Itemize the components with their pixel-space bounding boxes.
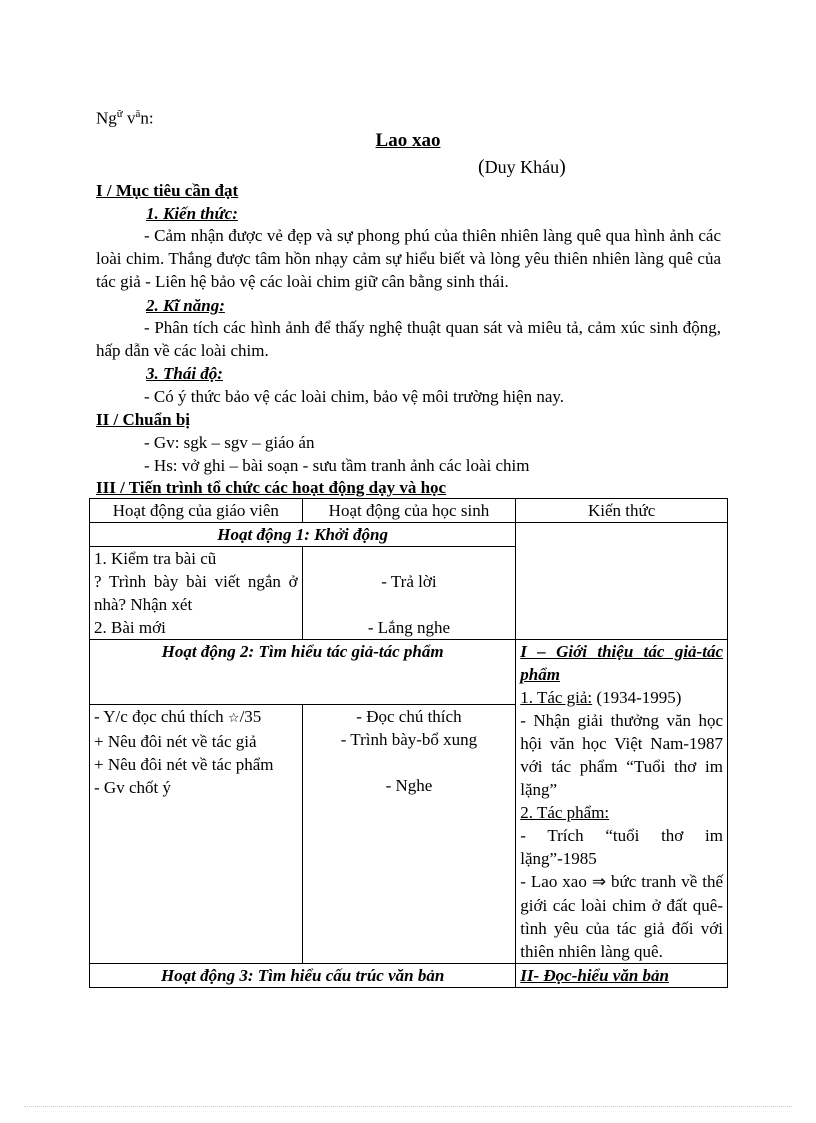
col-header-teacher: Hoạt động của giáo viên <box>90 499 303 523</box>
col-header-knowledge: Kiến thức <box>516 499 728 523</box>
knowledge-work-label: 2. Tác phẩm: <box>520 803 610 822</box>
attitude-text: - Có ý thức bảo vệ các loài chim, bảo vệ môi trường hiện nay. <box>144 387 565 406</box>
activity2-teacher-line: - Y/c đọc chú thích ☆/35 <box>94 707 262 727</box>
activity2-teacher-line: + Nêu đôi nét về tác phẩm <box>94 755 274 775</box>
activity2-student-line: - Đọc chú thích <box>356 707 462 727</box>
implies-arrow-icon: ⇒ <box>591 872 607 892</box>
attitude-title: 3. Thái độ: <box>146 364 223 383</box>
activity2-title: Hoạt động 2: Tìm hiểu tác giả-tác phẩm <box>90 640 516 705</box>
section3-heading: III / Tiến trình tổ chức các hoạt động dạy và học <box>96 478 447 497</box>
author-line: (Duy Kháu) <box>478 156 566 178</box>
activity1-title: Hoạt động 1: Khởi động <box>90 523 516 547</box>
knowledge-title: 1. Kiến thức: <box>146 204 238 223</box>
prep-student: - Hs: vở ghi – bài soạn - sưu tầm tranh ảnh các loài chim <box>144 456 530 475</box>
lesson-title: Lao xao <box>375 130 441 151</box>
activity2-teacher-cell <box>90 705 303 964</box>
star-icon: ☆ <box>227 711 240 727</box>
table-header-row <box>90 499 728 523</box>
lesson-plan-table <box>89 498 728 988</box>
section2-heading: II / Chuẩn bị <box>96 410 191 429</box>
activity3-title-row <box>90 964 728 988</box>
skills-title: 2. Kĩ năng: <box>146 296 225 315</box>
activity1-teacher-line: 2. Bài mới <box>94 618 166 637</box>
activity1-student-answer: - Trả lời <box>381 572 437 591</box>
activity1-knowledge-cell <box>516 523 728 640</box>
activity2-title-row <box>90 640 728 705</box>
col-header-student: Hoạt động của học sinh <box>302 499 516 523</box>
activity1-teacher-cell <box>90 547 303 640</box>
activity3-title: Hoạt động 3: Tìm hiểu cấu trúc văn bản <box>90 964 516 988</box>
activity1-teacher-line: ? Trình bày bài viết ngắn ở nhà? Nhận xét <box>94 572 298 614</box>
knowledge-text: - Cảm nhận được vẻ đẹp và sự phong phú của thiên nhiên làng quê qua hình ảnh các loài chim. Thắng được tâm hồn nhạy cảm sự hiểu biết và lòng yêu thiên nhiên làng quê của tác giả - Liên hệ bảo vệ các loài chim giữ cân bằng sinh thái. <box>96 226 721 291</box>
activity2-teacher-line: + Nêu đôi nét về tác giả <box>94 732 257 752</box>
activity1-student-listen: - Lắng nghe <box>367 618 450 637</box>
activity2-knowledge-heading: I – Giới thiệu tác giả-tác phẩm <box>520 642 723 684</box>
activity1-student-cell <box>302 547 516 640</box>
page-bottom-divider <box>24 1106 792 1107</box>
activity2-student-line: - Nghe <box>385 776 433 796</box>
knowledge-lao-xao: - Lao xao ⇒ bức tranh về thế giới các loài chim ở đất quê-tình yêu của tác giả đối với thiên nhiên làng quê. <box>520 872 723 961</box>
knowledge-award: - Nhận giải thưởng văn học hội văn học Việt Nam-1987 với tác phẩm “Tuổi thơ im lặng” <box>520 711 723 799</box>
activity2-knowledge-cell <box>516 640 728 964</box>
subject-label: $Ng^ữ$ $v^ăn$: <box>96 108 154 128</box>
section1-heading: I / Mục tiêu cần đạt <box>96 181 239 200</box>
activity3-knowledge-heading: II- Đọc-hiểu văn bản <box>516 964 728 988</box>
skills-text: - Phân tích các hình ảnh để thấy nghệ thuật quan sát và miêu tả, cảm xúc sinh động, hấp dẫn về các loài chim. <box>96 318 721 360</box>
activity2-student-cell <box>302 705 516 964</box>
knowledge-excerpt: - Trích “tuổi thơ im lặng”-1985 <box>520 826 723 868</box>
prep-teacher: - Gv: sgk – sgv – giáo án <box>144 433 315 452</box>
activity2-student-line: - Trình bày-bổ xung <box>340 730 478 750</box>
activity2-teacher-line: - Gv chốt ý <box>94 778 171 798</box>
activity1-title-row <box>90 523 728 547</box>
knowledge-author-line: 1. Tác giả: (1934-1995) <box>520 688 682 707</box>
activity1-teacher-line: 1. Kiểm tra bài cũ <box>94 549 217 568</box>
